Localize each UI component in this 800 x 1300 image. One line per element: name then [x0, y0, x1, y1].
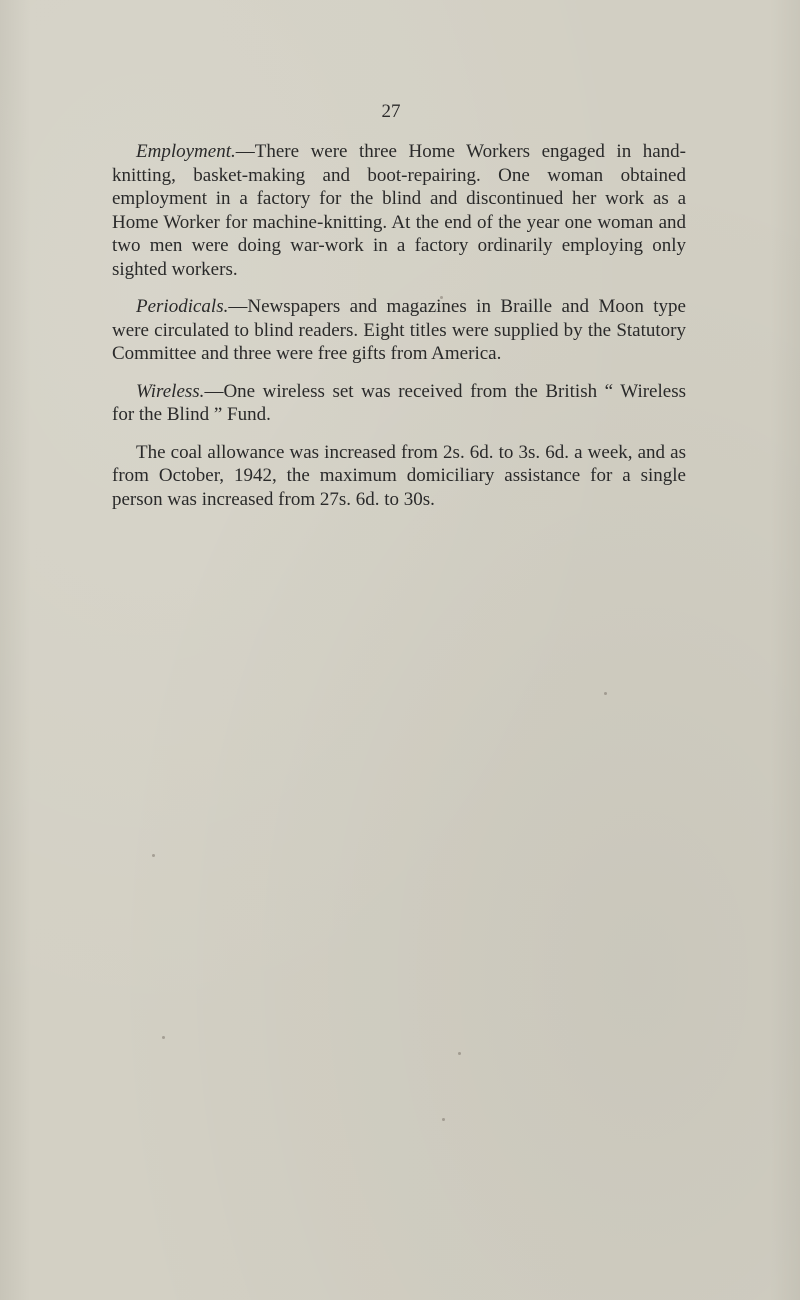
- paragraph-heading: Employment.: [136, 141, 236, 162]
- paper-speck: [152, 854, 155, 857]
- paragraph-text: The coal allowance was increased from 2s. 6d. to 3s. 6d. a week, and as from October, 1942, the maximum domiciliary assistance for a single person was increased from 27s. 6d. to 30s.: [112, 441, 686, 510]
- body-text: [112, 140, 686, 525]
- paragraph-heading: Periodicals.: [136, 296, 229, 317]
- paper-speck: [458, 1052, 461, 1055]
- paper-speck: [162, 1036, 165, 1039]
- paper-speck: [440, 296, 443, 299]
- paragraph-text: —There were three Home Workers engaged in hand-knitting, basket-making and boot-repairing. One woman obtained employment in a factory for the blind and discontinued her work as a Home Worker for machine-knitting. At the end of the year one woman and two men were doing war-work in a factory ordinarily employing only sighted workers.: [112, 141, 686, 280]
- paragraph-wireless: [112, 380, 686, 427]
- paragraph-text: —Newspapers and magazines in Braille and Moon type were circulated to blind readers. Eight titles were supplied by the Statutory Committee and three were free gifts from America.: [112, 296, 686, 364]
- paper-speck: [604, 692, 607, 695]
- paragraph-text: —One wireless set was received from the British “ Wireless for the Blind ” Fund.: [112, 380, 686, 425]
- paragraph-heading: Wireless.: [136, 380, 205, 402]
- paragraph-employment: [112, 140, 686, 281]
- paragraph-periodicals: [112, 295, 686, 366]
- page-number: 27: [381, 101, 401, 122]
- paragraph-coal-allowance: [112, 441, 686, 512]
- paper-speck: [442, 1118, 445, 1121]
